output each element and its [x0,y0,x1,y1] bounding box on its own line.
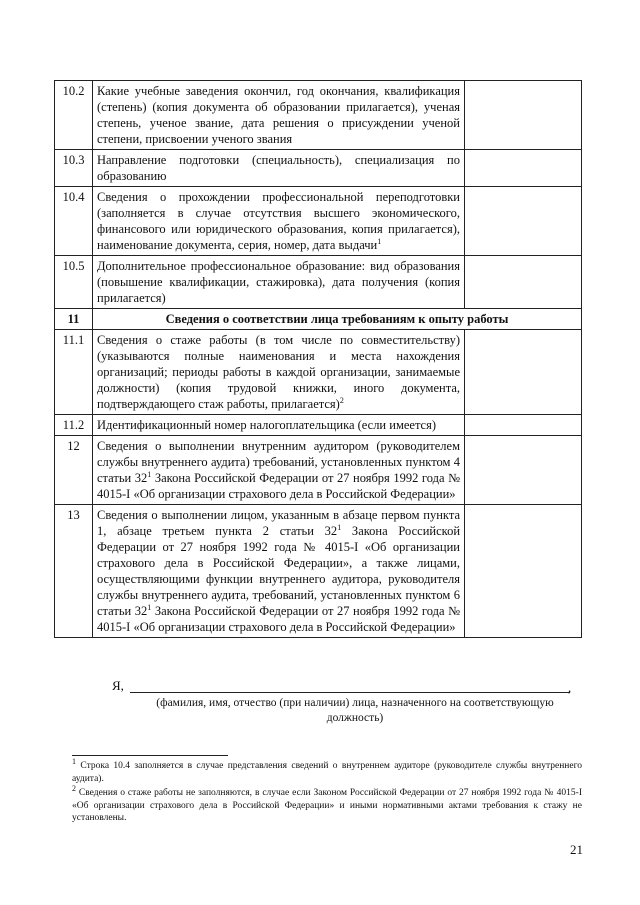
signature-line[interactable] [130,692,570,693]
table-row [55,150,582,187]
signature-prefix: Я, [112,678,124,693]
signature-comma: , [568,680,572,695]
footnote-separator [72,755,228,756]
row-number: 10.4 [55,187,93,256]
table-row [55,256,582,309]
row-text: Дополнительное профессиональное образование: вид образования (повышение квалификации, стажировка), дата получения (копия прилагается) [93,256,465,309]
footnotes [72,756,582,827]
row-number: 11 [55,309,93,330]
footnote-ref: 1 [377,236,382,246]
answer-cell[interactable] [465,415,582,436]
row-text: Какие учебные заведения окончил, год окончания, квалификация (степень) (копия документа об образовании прилагается), ученая степень, ученое звание, дата решения о присуждении ученой степени, присвоении ученого звания [93,81,465,150]
row-number: 12 [55,436,93,505]
footnote-ref: 1 [337,522,342,532]
row-text: Сведения о стаже работы (в том числе по совместительству) (указываются полные наименования и места нахождения организаций; периоды работы в каждой организации, занимаемые должности) (копия трудовой книжки, иного документа, подтверждающего стаж работы, прилагается)$^2$ [93,330,465,415]
answer-cell[interactable] [465,505,582,638]
questionnaire-table [54,80,582,638]
row-text: Идентификационный номер налогоплательщика (если имеется) [93,415,465,436]
answer-cell[interactable] [465,81,582,150]
table-row [55,415,582,436]
table-row [55,81,582,150]
row-text: Сведения о выполнении лицом, указанным в абзаце первом пункта 1, абзаце третьем пункта 2 статьи $32^1$ Закона Российской Федерации от 27 ноября 1992 года № 4015-I «Об организации страхового дела в Российской Федерации», а также лицами, осуществляющими функции внутреннего аудитора, руководителя службы внутреннего аудита, требований, установленных пунктом 6 статьи $32^1$ Закона Российской Федерации от 27 ноября 1992 года № 4015-I «Об организации страхового дела в Российской Федерации» [93,505,465,638]
footnote: $^1$ Строка 10.4 заполняется в случае представления сведений о внутреннем аудиторе (руководителе службы внутреннего аудита). [72,756,582,784]
row-number: 11.1 [55,330,93,415]
table-row [55,505,582,638]
table-row [55,330,582,415]
signature-caption: (фамилия, имя, отчество (при наличии) лица, назначенного на соответствующую должность) [156,697,554,724]
section-header-row [55,309,582,330]
row-text: Сведения о выполнении внутренним аудитором (руководителем службы внутреннего аудита) требований, установленных пунктом 4 статьи $32^1$ Закона Российской Федерации от 27 ноября 1992 года № 4015-I «Об организации страхового дела в Российской Федерации» [93,436,465,505]
answer-cell[interactable] [465,436,582,505]
answer-cell[interactable] [465,330,582,415]
table-row [55,187,582,256]
answer-cell[interactable] [465,187,582,256]
answer-cell[interactable] [465,256,582,309]
footnote-ref: 1 [147,602,152,612]
row-number: 10.5 [55,256,93,309]
row-number: 11.2 [55,415,93,436]
row-text: Направление подготовки (специальность), специализация по образованию [93,150,465,187]
row-text: Сведения о прохождении профессиональной переподготовки (заполняется в случае отсутствия высшего экономического, финансового или юридического образования, копия прилагается), наименование документа, серия, номер, дата выдачи$^1$ [93,187,465,256]
table-row [55,436,582,505]
answer-cell[interactable] [465,150,582,187]
section-title: Сведения о соответствии лица требованиям к опыту работы [93,309,582,330]
row-number: 10.2 [55,81,93,150]
row-number: 13 [55,505,93,638]
footnote: $^2$ Сведения о стаже работы не заполняются, в случае если Законом Российской Федерации от 27 ноября 1992 года № 4015-I «Об организации страхового дела в Российской Федерации» и иными нормативными актами требования к стажу не установлены. [72,783,582,823]
page-number: 21 [570,842,583,857]
footnote-ref: 2 [339,395,344,405]
footnote-ref: 1 [147,469,152,479]
row-number: 10.3 [55,150,93,187]
